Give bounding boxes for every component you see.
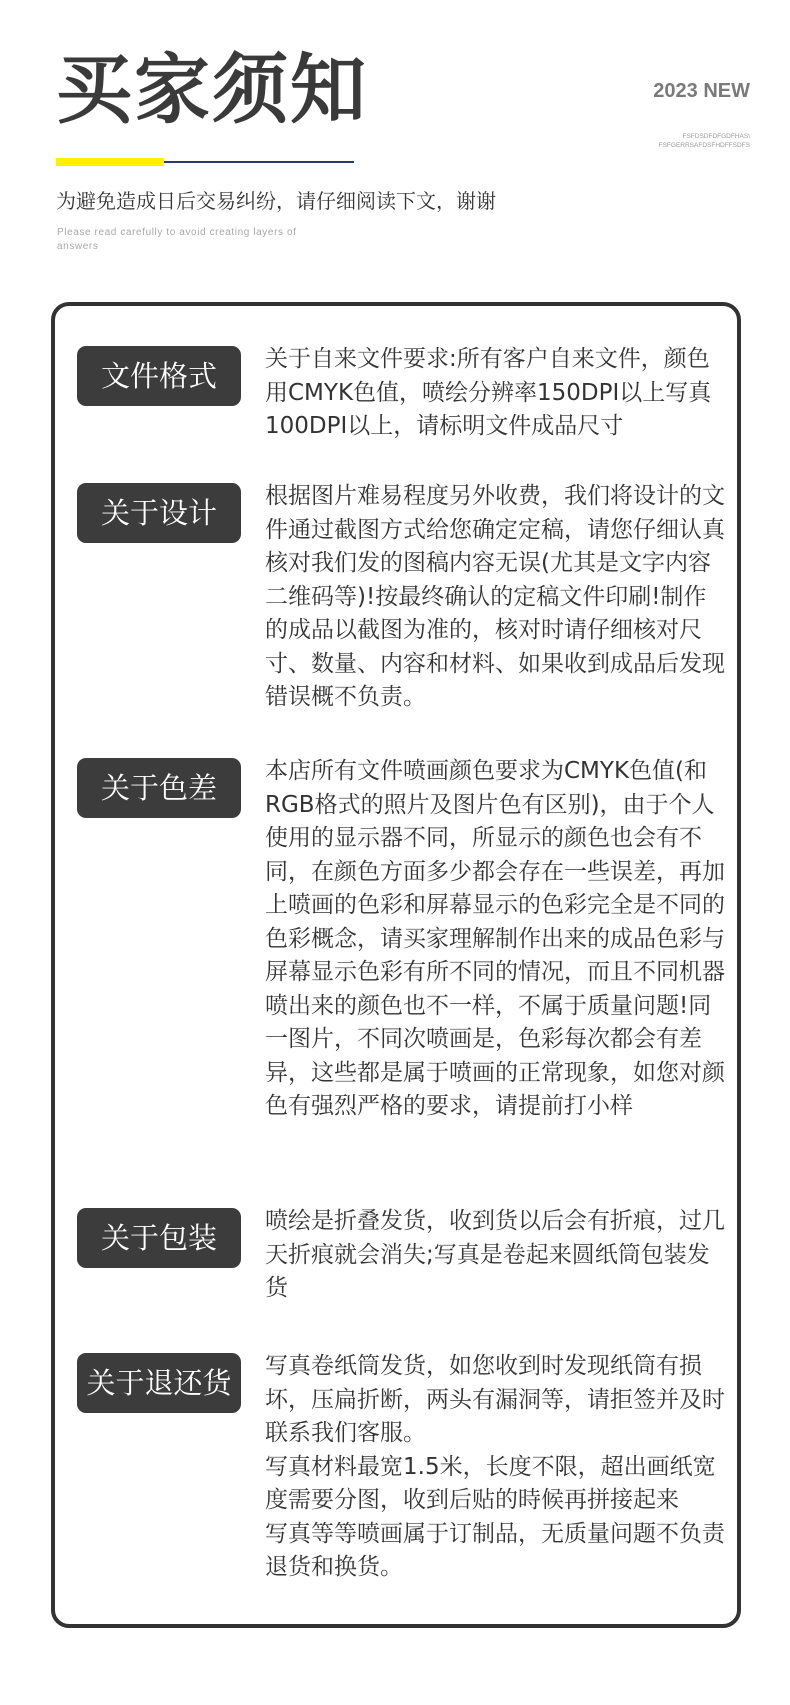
section-label: 关于包装 <box>77 1208 241 1268</box>
section-label: 文件格式 <box>77 346 241 406</box>
page-subtitle-english: Please read carefully to avoid creating layers of answers <box>57 227 297 252</box>
section-body <box>265 343 725 444</box>
page-subtitle: 为避免造成日后交易纠纷，请仔细阅读下文，谢谢 <box>56 189 496 213</box>
section-paragraph: 写真卷纸筒发货，如您收到时发现纸筒有损坏，压扁折断，两头有漏洞等，请拒签并及时联系我们客服。 <box>265 1353 725 1446</box>
accent-bar-navy <box>164 161 354 163</box>
section-label: 关于设计 <box>77 483 241 543</box>
year-badge: 2023 NEW <box>653 80 750 102</box>
section-paragraph: 根据图片难易程度另外收费，我们将设计的文件通过截图方式给您确定定稿，请您仔细认真核对我们发的图稿内容无误(尤其是文字内容二维码等)!按最终确认的定稿文件印刷!制作的成品以截图为准的，核对时请仔细核对尺寸、数量、内容和材料、如果收到成品后发现错误概不负责。 <box>265 483 725 710</box>
section-paragraph: 喷绘是折叠发货，收到货以后会有折痕，过几天折痕就会消失;写真是卷起来圆纸筒包装发货 <box>265 1208 725 1301</box>
notice-card <box>51 302 741 1628</box>
section-body <box>265 1350 725 1585</box>
section-label: 关于退还货 <box>77 1353 241 1413</box>
decorative-code-line-2: FSFGERRSAFDSFHDFFSDFS <box>658 142 750 149</box>
accent-bar-yellow <box>56 158 164 166</box>
section-paragraph: 本店所有文件喷画颜色要求为CMYK色值(和RGB格式的照片及图片色有区别)，由于个人使用的显示器不同，所显示的颜色也会有不同，在颜色方面多少都会存在一些误差，再加上喷画的色彩和屏幕显示的色彩完全是不同的色彩概念，请买家理解制作出来的成品色彩与屏幕显示色彩有所不同的情况，而且不同机器喷出来的颜色也不一样，不属于质量问题!同一图片，不同次喷画是，色彩每次都会有差异，这些都是属于喷画的正常现象，如您对颜色有强烈严格的要求，请提前打小样 <box>265 758 725 1119</box>
page-title: 买家须知 <box>56 45 368 134</box>
section-paragraph: 关于自来文件要求:所有客户自来文件，颜色用CMYK色值，喷绘分辨率150DPI以上写真100DPI以上，请标明文件成品尺寸 <box>265 346 712 439</box>
decorative-code-text <box>659 132 750 150</box>
section-body <box>265 1205 725 1306</box>
decorative-code-line-1: FSFDSDFDFGDFHAS\ <box>682 133 750 140</box>
section-body <box>265 480 725 715</box>
section-body <box>265 755 725 1124</box>
section-paragraph: 写真材料最宽1.5米，长度不限，超出画纸宽度需要分图，收到后贴的時候再拼接起来 <box>265 1453 716 1513</box>
section-paragraph: 写真等等喷画属于订制品，无质量问题不负责退货和换货。 <box>265 1520 725 1580</box>
section-label: 关于色差 <box>77 758 241 818</box>
